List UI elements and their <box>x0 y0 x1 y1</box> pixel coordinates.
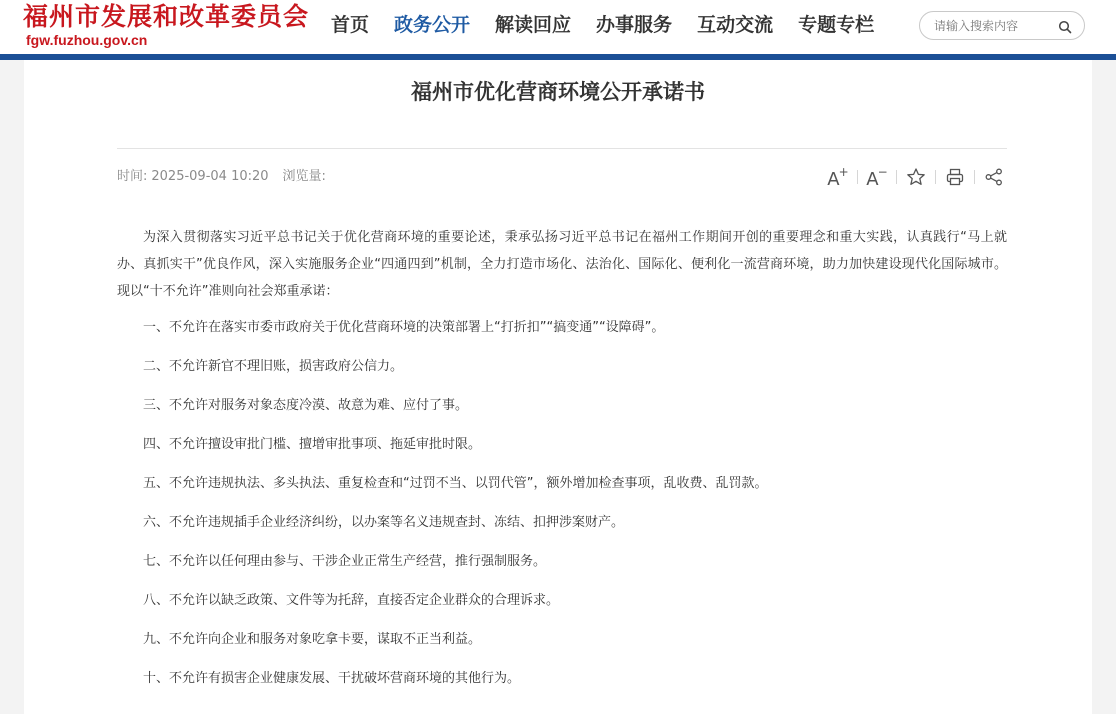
nav-special-topics[interactable]: 专题专栏 <box>798 14 875 36</box>
promise-item: 四、不允许擅设审批门槛、擅增审批事项、拖延审批时限。 <box>143 437 482 452</box>
promise-list <box>117 314 1007 692</box>
article-card <box>24 60 1092 714</box>
title-divider <box>117 148 1007 149</box>
font-increase-button[interactable]: A+ <box>827 165 849 190</box>
article-title: 福州市优化营商环境公开承诺书 <box>411 80 705 104</box>
share-icon[interactable] <box>983 166 1005 188</box>
font-decrease-label: A <box>866 169 879 190</box>
promise-item: 九、不允许向企业和服务对象吃拿卡要，谋取不正当利益。 <box>143 632 482 647</box>
nav-home[interactable]: 首页 <box>331 14 370 36</box>
logo-url: fgw.fuzhou.gov.cn <box>26 32 148 48</box>
article-meta <box>117 169 326 185</box>
promise-item: 十、不允许有损害企业健康发展、干扰破坏营商环境的其他行为。 <box>143 671 521 686</box>
main-nav <box>331 12 874 38</box>
nav-services[interactable]: 办事服务 <box>596 14 673 36</box>
search-box <box>919 11 1085 40</box>
promise-item: 八、不允许以缺乏政策、文件等为托辞，直接否定企业群众的合理诉求。 <box>143 593 560 608</box>
search-icon[interactable] <box>1058 19 1072 33</box>
tool-separator <box>974 170 975 184</box>
time-label: 时间: <box>117 169 148 184</box>
promise-item: 一、不允许在落实市委市政府关于优化营商环境的决策部署上“打折扣”“搞变通”“设障碍”。 <box>143 320 665 335</box>
promise-item: 五、不允许违规执法、多头执法、重复检查和“过罚不当、以罚代管”，额外增加检查事项，乱收费、乱罚款。 <box>143 476 768 491</box>
promise-item: 七、不允许以任何理由参与、干涉企业正常生产经营，推行强制服务。 <box>143 554 547 569</box>
promise-item: 三、不允许对服务对象态度冷漠、故意为难、应付了事。 <box>143 398 469 413</box>
article-body <box>117 224 1007 704</box>
star-icon[interactable] <box>905 166 927 188</box>
tool-separator <box>857 170 858 184</box>
nav-interaction[interactable]: 互动交流 <box>697 14 774 36</box>
site-logo[interactable] <box>23 2 309 48</box>
font-increase-label: A <box>827 169 840 190</box>
tool-separator <box>896 170 897 184</box>
logo-title: 福州市发展和改革委员会 <box>23 2 310 31</box>
nav-government-affairs[interactable]: 政务公开 <box>394 14 471 36</box>
time-value: 2025-09-04 10:20 <box>151 169 269 184</box>
nav-interpretation[interactable]: 解读回应 <box>495 14 572 36</box>
tool-separator <box>935 170 936 184</box>
intro-paragraph: 为深入贯彻落实习近平总书记关于优化营商环境的重要论述，秉承弘扬习近平总书记在福州工作期间开创的重要理念和重大实践，认真践行“马上就办、真抓实干”优良作风，深入实施服务企业“四通四到”机制，全力打造市场化、法治化、国际化、便利化一流营商环境，助力加快建设现代化国际城市。现以“十不允许”准则向社会郑重承诺： <box>117 230 1007 299</box>
promise-item: 六、不允许违规插手企业经济纠纷，以办案等名义违规查封、冻结、扣押涉案财产。 <box>143 515 625 530</box>
search-input[interactable] <box>934 17 1049 35</box>
views-label: 浏览量: <box>282 169 326 184</box>
article-tools <box>827 166 1005 188</box>
site-header <box>0 0 1116 54</box>
promise-item: 二、不允许新官不理旧账，损害政府公信力。 <box>143 359 404 374</box>
font-decrease-button[interactable]: A− <box>866 165 888 190</box>
printer-icon[interactable] <box>944 166 966 188</box>
